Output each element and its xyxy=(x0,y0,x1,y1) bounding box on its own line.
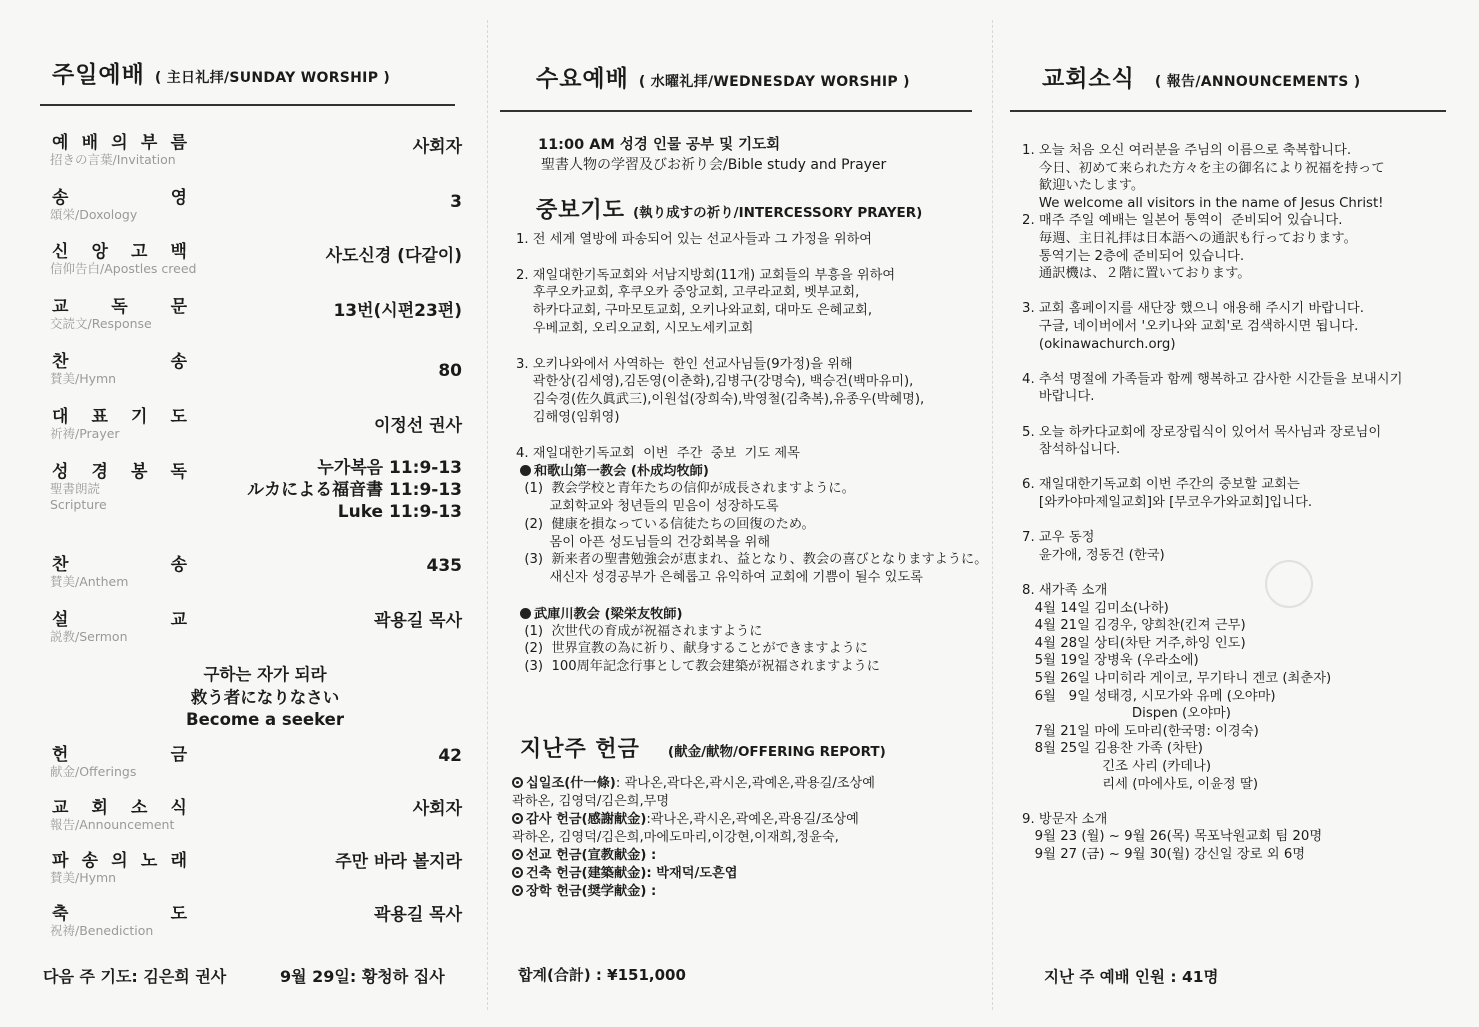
service-item xyxy=(52,605,462,655)
service-item-char: 교 xyxy=(52,798,69,818)
service-item-value: 사회자 xyxy=(412,137,462,157)
service-item xyxy=(50,457,462,522)
announcement-line: 3. 교회 홈페이지를 새단장 했으니 애용해 주시기 바랍니다. xyxy=(1022,301,1364,317)
prayer-line: (3) 新来者の聖書勉強会が恵まれ、益となり、教会の喜びとなりますように。 xyxy=(516,552,988,568)
service-item-value: 누가복음 11:9-13 xyxy=(317,458,462,478)
target-bullet-icon xyxy=(512,849,523,860)
service-item-translation: 賛美/Hymn xyxy=(50,371,117,386)
scholarship-label: 장학 헌금(奨学献金) : xyxy=(526,884,657,899)
thanks-row xyxy=(512,811,859,829)
announcement-line: 4. 추석 명절에 가족들과 함께 행복하고 감사한 시간들을 보내시기 xyxy=(1022,371,1403,387)
column-divider-2 xyxy=(992,20,993,1010)
announcement-line: 5. 오늘 하카다교회에 장로장립식이 있어서 목사님과 장로님이 xyxy=(1022,424,1382,440)
service-item-value: ルカによる福音書 11:9-13 xyxy=(247,480,462,500)
next-week-prayer: 다음 주 기도: 김은희 권사 xyxy=(43,967,227,986)
announcement-line: 通訳機は、２階に置いております。 xyxy=(1022,266,1251,282)
service-item-value: 80 xyxy=(438,361,462,381)
wednesday-worship-subtitle: ( 水曜礼拝/WEDNESDAY WORSHIP ) xyxy=(638,74,910,90)
service-item-char: 대 xyxy=(52,407,69,427)
service-item-value: 이정선 권사 xyxy=(373,416,462,436)
announcement-line: 8월 25일 김용찬 가족 (차탄) xyxy=(1022,741,1203,757)
sunday-worship-title: 주일예배 xyxy=(52,62,145,88)
service-item-char: 송 xyxy=(81,851,99,871)
next-duty-date: 9월 29일: 황청하 집사 xyxy=(280,967,445,986)
wednesday-header-rule xyxy=(500,110,972,112)
prayer-line: 곽한상(김세영),김돈영(이춘화),김병구(강명숙), 백승건(백마유미), xyxy=(516,374,914,390)
seal-watermark xyxy=(1265,560,1313,608)
wednesday-schedule-translation: 聖書人物の学習及びお祈り会/Bible study and Prayer xyxy=(541,157,887,173)
service-item-value: 13번(시편23편) xyxy=(333,301,462,321)
announcement-line: 윤가애, 정동건 (한국) xyxy=(1022,547,1165,563)
announcement-line: [와카야마제일교회]와 [무코우가와교회]입니다. xyxy=(1022,495,1313,510)
church-2-heading xyxy=(520,606,683,624)
service-item-char: 래 xyxy=(170,851,187,871)
announcement-line: 9월 27 (금) ~ 9월 30(월) 강신일 장로 외 6명 xyxy=(1022,847,1306,862)
announcements-column xyxy=(1010,0,1450,1027)
thanks-label: 감사 헌금(感謝献金) xyxy=(526,812,647,827)
service-item-char: 독 xyxy=(111,297,128,317)
tithe-names-cont: 곽하온, 김영덕/김은희,무명 xyxy=(512,794,670,809)
service-item-char: 성 xyxy=(52,462,69,482)
service-item-char: 파 xyxy=(52,851,69,871)
announcement-line: 歓迎いたします。 xyxy=(1022,178,1145,194)
announcement-line: 1. 오늘 처음 오신 여러분을 주님의 이름으로 축복합니다. xyxy=(1022,143,1352,158)
service-item-translation: 献金/Offerings xyxy=(50,764,137,779)
wednesday-worship-header xyxy=(536,60,910,93)
mission-label: 선교 헌금(宣教献金) : xyxy=(526,848,657,863)
service-item-char: 앙 xyxy=(91,242,108,262)
intercessory-subtitle: (執り成すの祈り/INTERCESSORY PRAYER) xyxy=(633,205,923,221)
thanks-names-cont: 곽하온, 김영덕/김은희,마에도마리,이강현,이재희,정윤숙, xyxy=(512,830,839,845)
announcements-header-rule xyxy=(1010,110,1446,112)
service-item-char: 고 xyxy=(131,242,148,262)
prayer-line: 2. 재일대한기독교회와 서남지방회(11개) 교회들의 부흥을 위하여 xyxy=(516,267,896,283)
service-item-char: 헌 xyxy=(52,745,69,765)
prayer-line: (3) 100周年記念行事として教会建築が祝福されますように xyxy=(516,659,880,675)
announcement-line: 바랍니다. xyxy=(1022,389,1095,405)
sermon-title xyxy=(160,664,370,732)
service-item-translation: 頌栄/Doxology xyxy=(50,207,138,222)
announcement-line: 8. 새가족 소개 xyxy=(1022,583,1108,598)
offering-title: 지난주 헌금 xyxy=(520,737,640,762)
prayer-line: (1) 教会学校と青年たちの信仰が成長されますように。 xyxy=(516,481,855,497)
service-item-char: 영 xyxy=(170,188,187,208)
service-item-char: 기 xyxy=(131,407,148,427)
announcement-line: Dispen (오야마) xyxy=(1022,706,1231,722)
service-item xyxy=(52,550,462,600)
tithe-label: 십일조(什一條) xyxy=(526,776,616,791)
target-bullet-icon xyxy=(512,885,523,896)
prayer-line: 1. 전 세계 열방에 파송되어 있는 선교사들과 그 가정을 위하여 xyxy=(516,232,873,247)
service-item-char: 설 xyxy=(52,610,69,630)
announcement-line: 5월 19일 장병욱 (우라소에) xyxy=(1022,653,1199,669)
announcement-line: We welcome all visitors in the name of Jesus Christ! xyxy=(1022,195,1384,211)
service-item-char: 금 xyxy=(170,745,187,765)
service-item-char: 도 xyxy=(170,407,187,427)
service-item-char: 식 xyxy=(170,798,187,818)
service-item-char: 노 xyxy=(140,851,158,871)
service-item-char: 찬 xyxy=(52,555,69,575)
service-item-translation: 祈祷/Prayer xyxy=(50,426,120,441)
service-item-name xyxy=(52,457,187,482)
prayer-line: 우베교회, 오리오교회, 시모노세키교회 xyxy=(516,321,754,336)
prayer-line: 몸이 아픈 성도님들의 건강회복을 위해 xyxy=(516,534,771,550)
announcement-line: 긴조 사리 (카데나) xyxy=(1022,759,1212,774)
announcement-line: 4월 28일 상티(차탄 거주,하잉 인도) xyxy=(1022,635,1246,651)
announcement-line: 9. 방문자 소개 xyxy=(1022,811,1108,827)
service-item-char: 회 xyxy=(91,798,108,818)
prayer-line: 후쿠오카교회, 후쿠오카 중앙교회, 고쿠라교회, 벳부교회, xyxy=(516,285,860,301)
service-item-char: 송 xyxy=(170,555,187,575)
prayer-line: 교회학교와 청년들의 믿음이 성장하도록 xyxy=(516,499,779,514)
sunday-worship-header xyxy=(52,56,390,89)
prayer-line: 4. 재일대한기독교회 이번 주간 중보 기도 제목 xyxy=(516,445,800,461)
service-item-name xyxy=(52,292,187,317)
building-row xyxy=(512,865,737,883)
attendance-count: 지난 주 예배 인원 : 41명 xyxy=(1044,968,1219,986)
announcements-subtitle: ( 報告/ANNOUNCEMENTS ) xyxy=(1154,74,1361,90)
sermon-title-en: Become a seeker xyxy=(186,710,344,729)
scholarship-row xyxy=(512,883,656,901)
service-item-char: 백 xyxy=(170,242,187,262)
tithe-row xyxy=(512,775,875,793)
announcement-line: 毎週、主日礼拝は日本語への通訳も行っております。 xyxy=(1022,231,1357,246)
service-item-name xyxy=(52,183,187,208)
sunday-worship-column xyxy=(40,0,460,1027)
service-item-char: 찬 xyxy=(52,352,69,372)
service-item-value: 사도신경 (다같이) xyxy=(325,246,462,266)
service-item-name xyxy=(52,846,187,871)
service-item xyxy=(52,292,462,342)
announcement-line: 7월 21일 마에 도마리(한국명: 이경숙) xyxy=(1022,723,1259,739)
service-item-char: 예 xyxy=(52,133,69,153)
service-item-translation: 説教/Sermon xyxy=(50,629,128,644)
service-item-char: 문 xyxy=(170,297,187,317)
prayer-line: 새신자 성경공부가 은혜롭고 유익하여 교회에 기쁨이 될수 있도록 xyxy=(516,570,923,586)
service-item-char: 의 xyxy=(111,851,128,871)
tithe-names: : 곽나온,곽다온,곽시온,곽예온,곽용길/조상예 xyxy=(615,776,875,791)
column-divider-1 xyxy=(487,20,488,1010)
service-item-name xyxy=(52,128,187,153)
service-item xyxy=(52,128,462,178)
service-item-translation: 報告/Announcement xyxy=(50,817,175,832)
service-item-translation: 聖書朗読 Scripture xyxy=(50,481,107,512)
announcement-line: 구글, 네이버에서 '오키나와 교회'로 검색하시면 됩니다. xyxy=(1022,319,1359,334)
service-item-value: 곽용길 목사 xyxy=(373,611,462,631)
service-item-value: 435 xyxy=(426,556,462,576)
mission-row xyxy=(512,847,656,865)
intercessory-header xyxy=(536,193,922,224)
announcement-line: 참석하십니다. xyxy=(1022,442,1121,458)
announcement-line: 2. 매주 주일 예배는 일본어 통역이 준비되어 있습니다. xyxy=(1022,213,1343,229)
announcement-line: 今日、初めて来られた方々を主の御名により祝福を持って xyxy=(1022,160,1385,176)
announcement-line: 9월 23 (월) ~ 9월 26(목) 목포낙원교회 팀 20명 xyxy=(1022,829,1323,845)
announcement-line: 6. 재일대한기독교회 이번 주간의 중보할 교회는 xyxy=(1022,477,1300,493)
announcement-line: 5월 26일 나미히라 게이코, 무기타니 겐코 (최춘자) xyxy=(1022,671,1332,686)
service-item-char: 교 xyxy=(170,610,187,630)
sunday-worship-subtitle: ( 主日礼拝/SUNDAY WORSHIP ) xyxy=(154,70,391,86)
service-item-name xyxy=(52,347,187,372)
service-item-value: 사회자 xyxy=(412,799,462,819)
church-2-name: 武庫川教会 (梁栄友牧師) xyxy=(534,607,683,622)
service-item-translation: 祝祷/Benediction xyxy=(50,923,154,938)
service-item xyxy=(52,793,462,843)
bullet-icon xyxy=(520,608,531,619)
thanks-names: :곽나온,곽시온,곽예온,곽용길/조상예 xyxy=(646,812,859,827)
offering-header xyxy=(520,732,886,763)
sermon-title-ja: 救う者になりなさい xyxy=(190,687,340,707)
prayer-line: (2) 健康を損なっている信徒たちの回復のため。 xyxy=(516,516,815,532)
service-item-value: 주만 바라 볼지라 xyxy=(335,852,462,872)
service-item-char: 배 xyxy=(81,133,99,153)
prayer-line: (1) 次世代の育成が祝福されますように xyxy=(516,623,763,639)
wednesday-worship-title: 수요예배 xyxy=(536,66,629,92)
announcement-line: (okinawachurch.org) xyxy=(1022,336,1176,352)
bullet-icon xyxy=(520,465,531,476)
wednesday-column xyxy=(500,0,988,1027)
sunday-header-rule xyxy=(40,104,455,106)
service-item-char: 교 xyxy=(52,297,69,317)
service-item-name xyxy=(52,740,187,765)
announcement-line: 6월 9일 성태경, 시모가와 유메 (오야마) xyxy=(1022,688,1276,704)
prayer-line: 하카다교회, 구마모토교회, 오키나와교회, 대마도 은혜교회, xyxy=(516,303,873,319)
service-item-value: Luke 11:9-13 xyxy=(337,502,462,522)
service-item-char: 의 xyxy=(111,133,128,153)
service-item xyxy=(52,899,462,949)
offering-total: 합계(合計) : ¥151,000 xyxy=(518,966,686,984)
prayer-line: 3. 오키나와에서 사역하는 한인 선교사님들(9가정)을 위해 xyxy=(516,356,853,372)
target-bullet-icon xyxy=(512,777,523,788)
service-item xyxy=(52,347,462,397)
building-label: 건축 헌금(建築献金) xyxy=(526,866,647,881)
service-item xyxy=(52,740,462,790)
announcement-line: 4월 21일 김경우, 양희찬(킨져 근무) xyxy=(1022,618,1246,634)
intercessory-title: 중보기도 xyxy=(536,198,626,223)
service-item-value: 42 xyxy=(438,746,462,766)
building-names: : 박재덕/도흔엽 xyxy=(646,866,738,881)
target-bullet-icon xyxy=(512,813,523,824)
announcement-line: 4월 14일 김미소(나하) xyxy=(1022,600,1169,616)
service-item-translation: 信仰告白/Apostles creed xyxy=(50,261,197,276)
service-item-char: 축 xyxy=(52,904,69,924)
service-item-char: 도 xyxy=(170,904,187,924)
service-item-name xyxy=(52,237,187,262)
service-item-char: 소 xyxy=(131,798,148,818)
service-item-name xyxy=(52,402,187,427)
service-item-name xyxy=(52,793,187,818)
wednesday-schedule: 11:00 AM 성경 인물 공부 및 기도회 xyxy=(538,137,781,153)
announcements-title: 교회소식 xyxy=(1042,66,1135,92)
sermon-title-ko: 구하는 자가 되라 xyxy=(203,665,327,684)
prayer-line: 김해영(임휘영) xyxy=(516,410,620,425)
service-item xyxy=(52,183,462,233)
offering-subtitle: (献金/献物/OFFERING REPORT) xyxy=(667,744,886,760)
service-item xyxy=(52,402,462,452)
service-item-char: 송 xyxy=(170,352,187,372)
announcements-header xyxy=(1042,60,1360,93)
service-item-value: 곽용길 목사 xyxy=(373,905,462,925)
service-item-value: 3 xyxy=(450,192,462,212)
service-item-translation: 交読文/Response xyxy=(50,316,152,331)
service-item-char: 표 xyxy=(91,407,108,427)
service-item-translation: 招きの言葉/Invitation xyxy=(50,152,176,167)
service-item-char: 경 xyxy=(91,462,108,482)
service-item-char: 봉 xyxy=(131,462,148,482)
announcement-line: 리세 (마에사토, 이윤정 딸) xyxy=(1022,776,1259,792)
service-item-char: 름 xyxy=(170,133,187,153)
service-item-name xyxy=(52,550,187,575)
service-item-char: 부 xyxy=(140,133,158,153)
service-item-name xyxy=(52,899,187,924)
service-item-char: 송 xyxy=(52,188,69,208)
announcement-line: 통역기는 2층에 준비되어 있습니다. xyxy=(1022,248,1245,264)
prayer-line: (2) 世界宣教の為に祈り、献身することができますように xyxy=(516,641,868,657)
service-item-char: 독 xyxy=(170,462,187,482)
church-1-heading xyxy=(520,463,709,481)
prayer-line: 김숙경(佐久眞武三),이원섭(장희숙),박영철(김축복),유종우(박혜명), xyxy=(516,392,925,408)
service-item-translation: 賛美/Anthem xyxy=(50,574,129,589)
service-item xyxy=(52,846,462,896)
church-1-name: 和歌山第一教会 (朴成均牧師) xyxy=(534,464,709,479)
target-bullet-icon xyxy=(512,867,523,878)
service-item-translation: 賛美/Hymn xyxy=(50,870,117,885)
service-item-char: 신 xyxy=(52,242,69,262)
service-item-name xyxy=(52,605,187,630)
service-item xyxy=(52,237,462,287)
announcement-line: 7. 교우 동정 xyxy=(1022,530,1095,546)
